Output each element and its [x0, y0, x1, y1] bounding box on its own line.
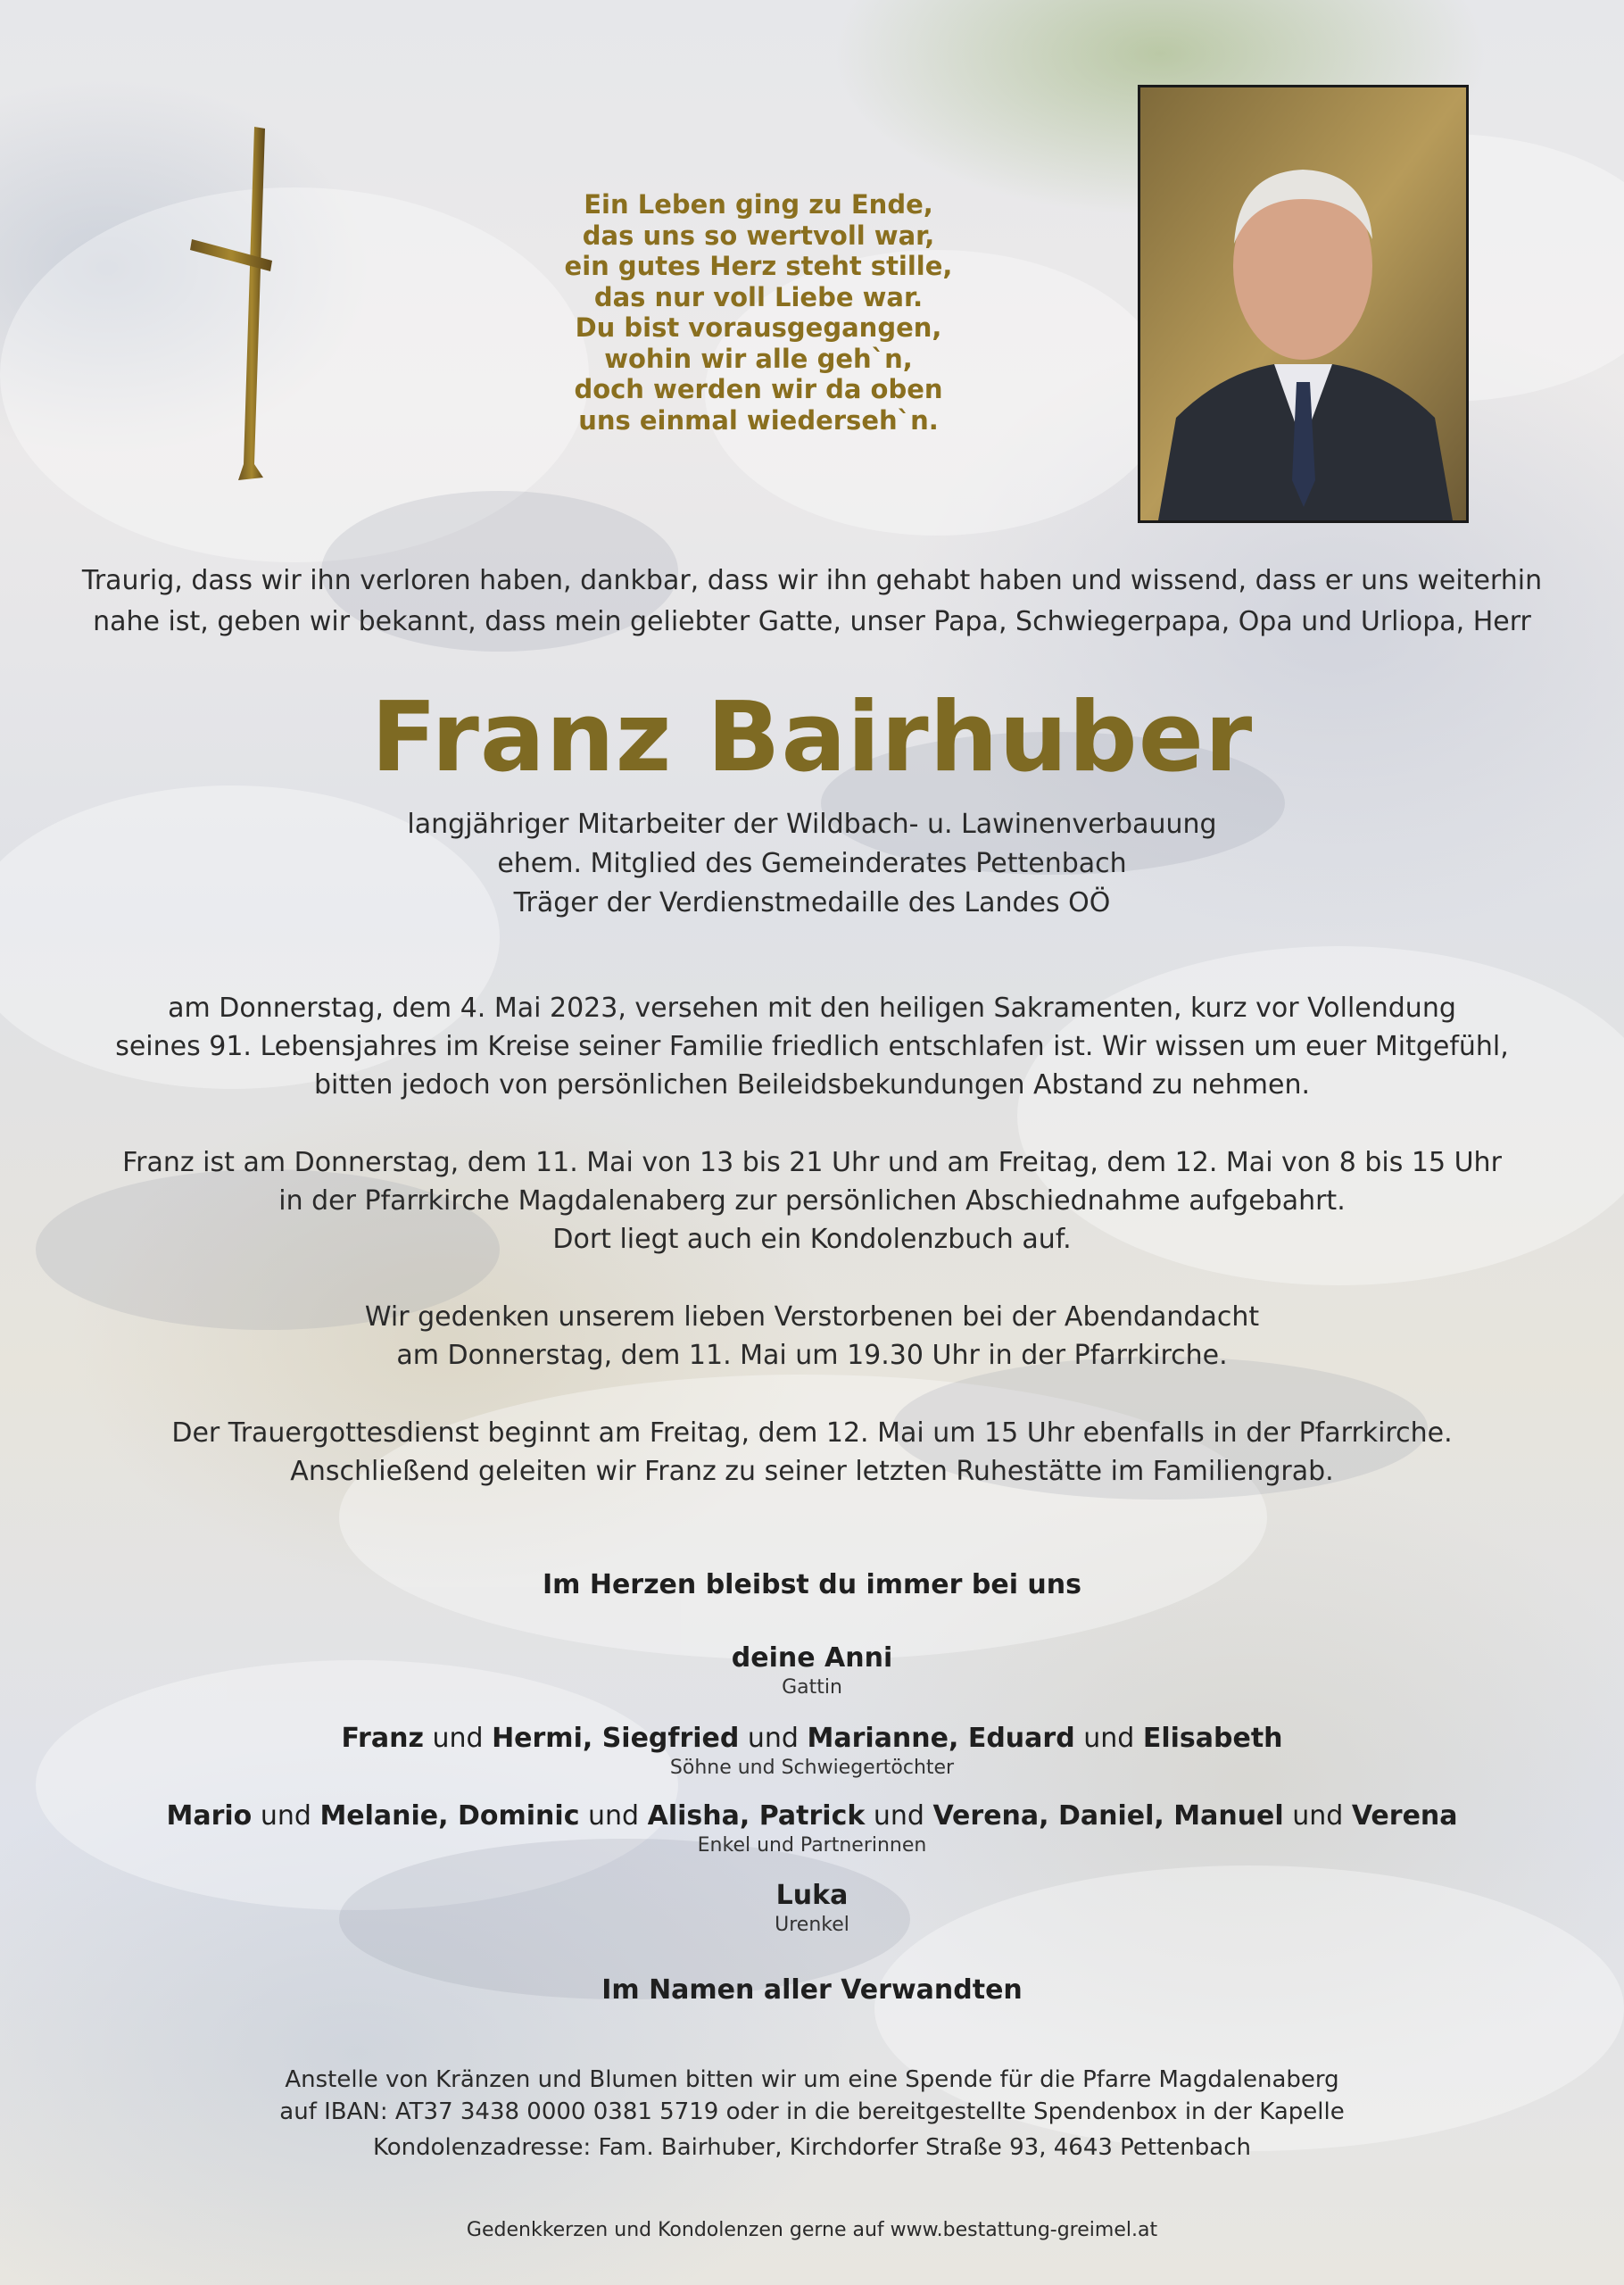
paragraph-line: bitten jedoch von persönlichen Beileidsbekundungen Abstand zu nehmen.	[313, 1069, 1311, 1101]
poem-line: uns einmal wiederseh`n.	[578, 404, 939, 436]
connector: und	[1283, 1800, 1352, 1832]
poem-line: Ein Leben ging zu Ende,	[584, 189, 933, 220]
portrait-photo	[1138, 85, 1469, 523]
paragraph-line: Wir gedenken unserem lieben Verstorbenen bei der Abendandacht	[364, 1301, 1260, 1333]
website-line: Gedenkkerzen und Kondolenzen gerne auf www.bestattung-greimel.at	[466, 2219, 1158, 2241]
relatives-line: Im Namen aller Verwandten	[601, 1974, 1023, 2006]
grandchildren-role: Enkel und Partnerinnen	[697, 1834, 927, 1857]
family-spouse	[0, 1641, 1624, 1699]
family-great-grandchild	[0, 1878, 1624, 1937]
honors-list	[0, 805, 1624, 923]
intro-line: Traurig, dass wir ihn verloren haben, dankbar, dass wir ihn gehabt haben und wissend, dass er uns weiterhin	[81, 565, 1543, 596]
paragraph-line: am Donnerstag, dem 4. Mai 2023, versehen mit den heiligen Sakramenten, kurz vor Vollendung	[168, 993, 1456, 1024]
paragraph-line: Anschließend geleiten wir Franz zu seiner letzten Ruhestätte im Familiengrab.	[290, 1456, 1334, 1487]
paragraph-line: seines 91. Lebensjahres im Kreise seiner Familie friedlich entschlafen ist. Wir wissen um euer Mitgefühl,	[115, 1031, 1509, 1062]
viewing-info	[0, 1143, 1624, 1259]
poem-line: wohin wir alle geh`n,	[604, 343, 913, 374]
condolence-address: Kondolenzadresse: Fam. Bairhuber, Kirchdorfer Straße 93, 4643 Pettenbach	[372, 2134, 1251, 2161]
paragraph-line: Franz ist am Donnerstag, dem 11. Mai von 13 bis 21 Uhr und am Freitag, dem 12. Mai von 8 bis 15 Uhr	[122, 1147, 1502, 1178]
heart-line: Im Herzen bleibst du immer bei uns	[542, 1569, 1081, 1600]
donation-notice	[0, 2064, 1624, 2128]
poem-line: doch werden wir da oben	[574, 374, 943, 404]
name-part: Verena	[1351, 1800, 1458, 1832]
paragraph-line: Dort liegt auch ein Kondolenzbuch auf.	[552, 1224, 1072, 1255]
donation-line: auf IBAN: AT37 3438 0000 0381 5719 oder in die bereitgestellte Spendenbox in der Kapelle	[279, 2098, 1345, 2125]
funeral-service-info	[0, 1414, 1624, 1491]
children-role: Söhne und Schwiegertöchter	[669, 1757, 955, 1779]
paragraph-line: am Donnerstag, dem 11. Mai um 19.30 Uhr in der Pfarrkirche.	[396, 1340, 1228, 1371]
name-part: Alisha, Patrick	[647, 1800, 866, 1832]
name-part: Franz	[341, 1723, 424, 1754]
poem-line: das nur voll Liebe war.	[593, 281, 924, 312]
great-grandchild-name: Luka	[775, 1880, 849, 1911]
poem-line: ein gutes Herz steht stille,	[564, 251, 953, 281]
evening-prayer-info	[0, 1298, 1624, 1375]
connector: und	[579, 1800, 648, 1832]
connector: und	[423, 1723, 493, 1754]
honor-line: langjähriger Mitarbeiter der Wildbach- u. Lawinenverbauung	[407, 809, 1217, 840]
connector: und	[1074, 1723, 1143, 1754]
family-grandchildren	[0, 1799, 1624, 1857]
name-part: Melanie, Dominic	[319, 1800, 580, 1832]
connector: und	[739, 1723, 808, 1754]
name-part: Verena, Daniel, Manuel	[932, 1800, 1284, 1832]
name-part: Elisabeth	[1142, 1723, 1283, 1754]
great-grandchild-role: Urenkel	[775, 1914, 849, 1936]
intro-line: nahe ist, geben wir bekannt, dass mein geliebter Gatte, unser Papa, Schwiegerpapa, Opa und Urliopa, Herr	[93, 606, 1531, 637]
poem-line: das uns so wertvoll war,	[582, 220, 935, 251]
honor-line: ehem. Mitglied des Gemeinderates Pettenbach	[497, 848, 1127, 879]
paragraph-line: in der Pfarrkirche Magdalenaberg zur persönlichen Abschiednahme aufgebahrt.	[278, 1185, 1346, 1217]
deceased-name: Franz Bairhuber	[370, 682, 1254, 794]
death-announcement	[0, 989, 1624, 1104]
poem	[535, 189, 982, 436]
family-children	[0, 1721, 1624, 1780]
children-names	[0, 1721, 1624, 1757]
name-part: Marianne, Eduard	[807, 1723, 1075, 1754]
grandchildren-names	[0, 1799, 1624, 1834]
donation-line: Anstelle von Kränzen und Blumen bitten wir um eine Spende für die Pfarre Magdalenaberg	[285, 2066, 1339, 2093]
name-part: Hermi, Siegfried	[492, 1723, 740, 1754]
poem-line: Du bist vorausgegangen,	[575, 312, 942, 343]
cross-icon	[183, 125, 281, 482]
paragraph-line: Der Trauergottesdienst beginnt am Freitag, dem 12. Mai um 15 Uhr ebenfalls in der Pfarrkirche.	[171, 1417, 1453, 1449]
name-part: Mario	[166, 1800, 253, 1832]
spouse-role: Gattin	[782, 1676, 842, 1699]
connector: und	[865, 1800, 933, 1832]
connector: und	[252, 1800, 320, 1832]
spouse-name: deine Anni	[731, 1642, 893, 1674]
honor-line: Träger der Verdienstmedaille des Landes OÖ	[513, 887, 1111, 918]
intro-text	[0, 561, 1624, 643]
